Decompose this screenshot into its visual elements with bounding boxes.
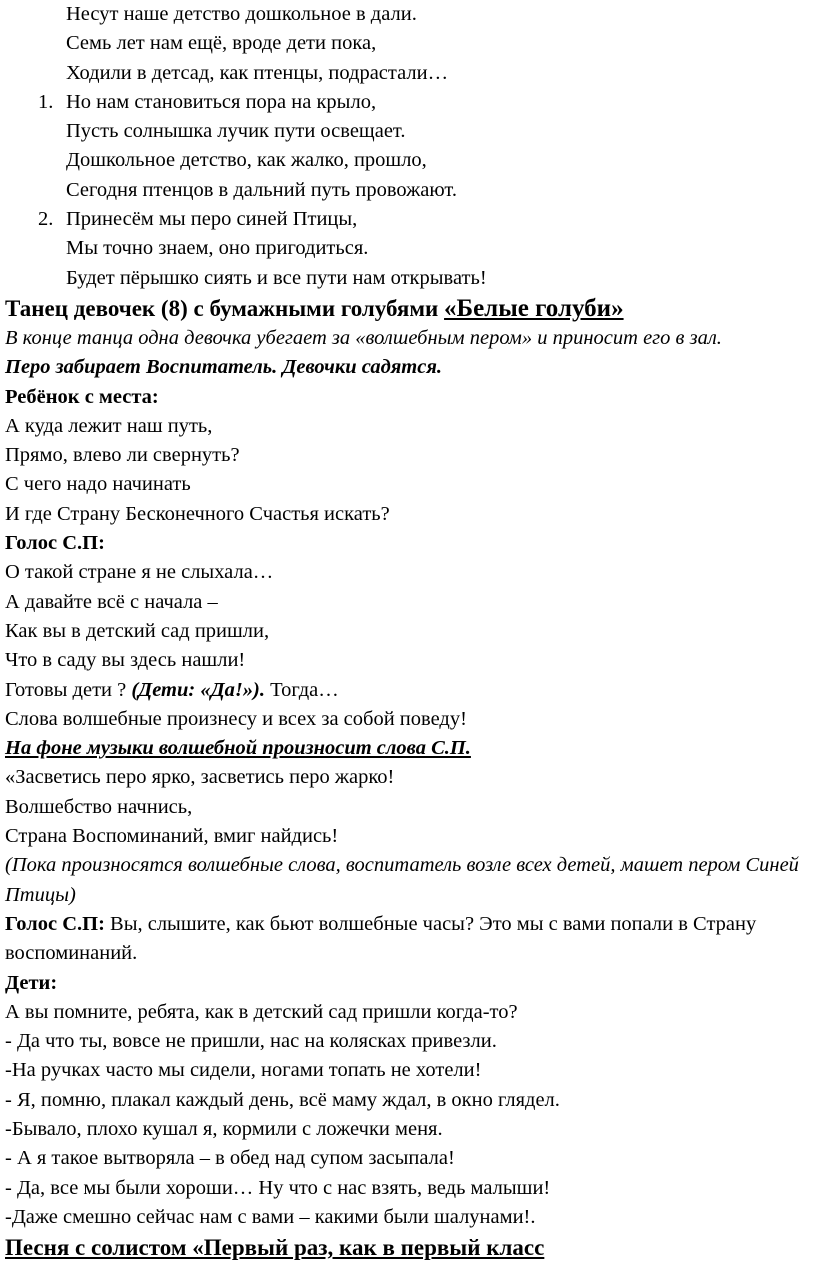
dance-title: Танец девочек (8) с бумажными голубями [5, 295, 439, 321]
dance-note: В конце танца одна девочка убегает за «волшебным пером» и приносит его в зал. [5, 326, 722, 349]
text-line: - Да, все мы были хороши… Ну что с нас взять, ведь малыши! [5, 1176, 551, 1199]
text-line: Как вы в детский сад пришли, [5, 619, 270, 642]
magic-direction: На фоне музыки волшебной произносит слова С.П. [5, 737, 471, 760]
voice-lines [5, 558, 810, 734]
dance-note-2: Перо забирает Воспитатель. Девочки садятся. [5, 356, 443, 379]
dance-heading [5, 294, 810, 324]
verse-line: Будет пёрышко сиять и все пути нам открывать! [66, 266, 487, 289]
verse-line: Семь лет нам ещё, вроде дети пока, [66, 32, 377, 55]
verse-line: Но нам становиться пора на крыло, [66, 90, 377, 113]
verse-line: Дошкольное детство, как жалко, прошло, [66, 149, 427, 172]
text-line: - Да что ты, вовсе не пришли, нас на колясках привезли. [5, 1030, 497, 1053]
text-line: «Засветись перо ярко, засветись перо жарко! [5, 766, 395, 789]
text-line: А куда лежит наш путь, [5, 414, 213, 437]
verse-line: Несут наше детство дошкольное в дали. [66, 3, 417, 25]
text-line: Что в саду вы здесь нашли! [5, 649, 246, 672]
kids-label: Дети: [5, 971, 58, 994]
text-line: -На ручках часто мы сидели, ногами топать не хотели! [5, 1059, 482, 1082]
voice-text: Вы, слышите, как бьют волшебные часы? Это мы с вами попали в Страну воспоминаний. [5, 912, 757, 965]
text-line: А вы помните, ребята, как в детский сад пришли когда-то? [5, 1000, 518, 1023]
text-line: - Я, помню, плакал каждый день, всё маму ждал, в окно глядел. [5, 1088, 560, 1111]
kids-answer: (Дети: «Да!»). [131, 678, 265, 701]
text-line: И где Страну Бесконечного Счастья искать? [5, 502, 390, 525]
song-heading: Песня с солистом «Первый раз, как в первый класс [5, 1235, 545, 1261]
text-line: О такой стране я не слыхала… [5, 561, 274, 584]
text-line: Слова волшебные произнесу и всех за собой поведу! [5, 707, 467, 730]
verse-line: Мы точно знаем, оно пригодиться. [66, 237, 369, 260]
verse-line: Пусть солнышка лучик пути освещает. [66, 120, 406, 143]
ready-line [5, 676, 810, 705]
child-label: Ребёнок с места: [5, 385, 159, 408]
verse-number: 2. [38, 208, 54, 231]
verse-2 [5, 205, 810, 293]
voice-2 [5, 910, 810, 969]
kids-lines [5, 998, 810, 1232]
text-line: Страна Воспоминаний, вмиг найдись! [5, 825, 339, 848]
verse-line: Сегодня птенцов в дальний путь провожают. [66, 178, 457, 201]
text-line: -Даже смешно сейчас нам с вами – какими были шалунами!. [5, 1205, 536, 1228]
text-line: -Бывало, плохо кушал я, кормили с ложечки меня. [5, 1117, 443, 1140]
dance-song-title: «Белые голуби» [444, 294, 624, 322]
text-line: А давайте всё с начала – [5, 590, 218, 613]
text-line: Прямо, влево ли свернуть? [5, 444, 240, 467]
magic-note: (Пока произносятся волшебные слова, воспитатель возле всех детей, машет пером Синей Птицы) [5, 854, 799, 906]
text-line: Волшебство начнись, [5, 795, 193, 818]
child-lines [5, 412, 810, 529]
text-line: - А я такое вытворяла – в обед над супом засыпала! [5, 1147, 455, 1170]
ready-then: Тогда… [265, 678, 339, 701]
verse-1 [5, 88, 810, 205]
verse-number: 1. [38, 90, 54, 113]
verse-line: Принесём мы перо синей Птицы, [66, 208, 358, 231]
voice-label: Голос С.П: [5, 912, 105, 935]
voice-label: Голос С.П: [5, 532, 105, 555]
magic-lines [5, 763, 810, 851]
verse-line: Ходили в детсад, как птенцы, подрастали… [66, 61, 449, 84]
verse-intro [5, 0, 810, 88]
text-line: С чего надо начинать [5, 473, 191, 496]
ready-question: Готовы дети ? [5, 678, 132, 701]
